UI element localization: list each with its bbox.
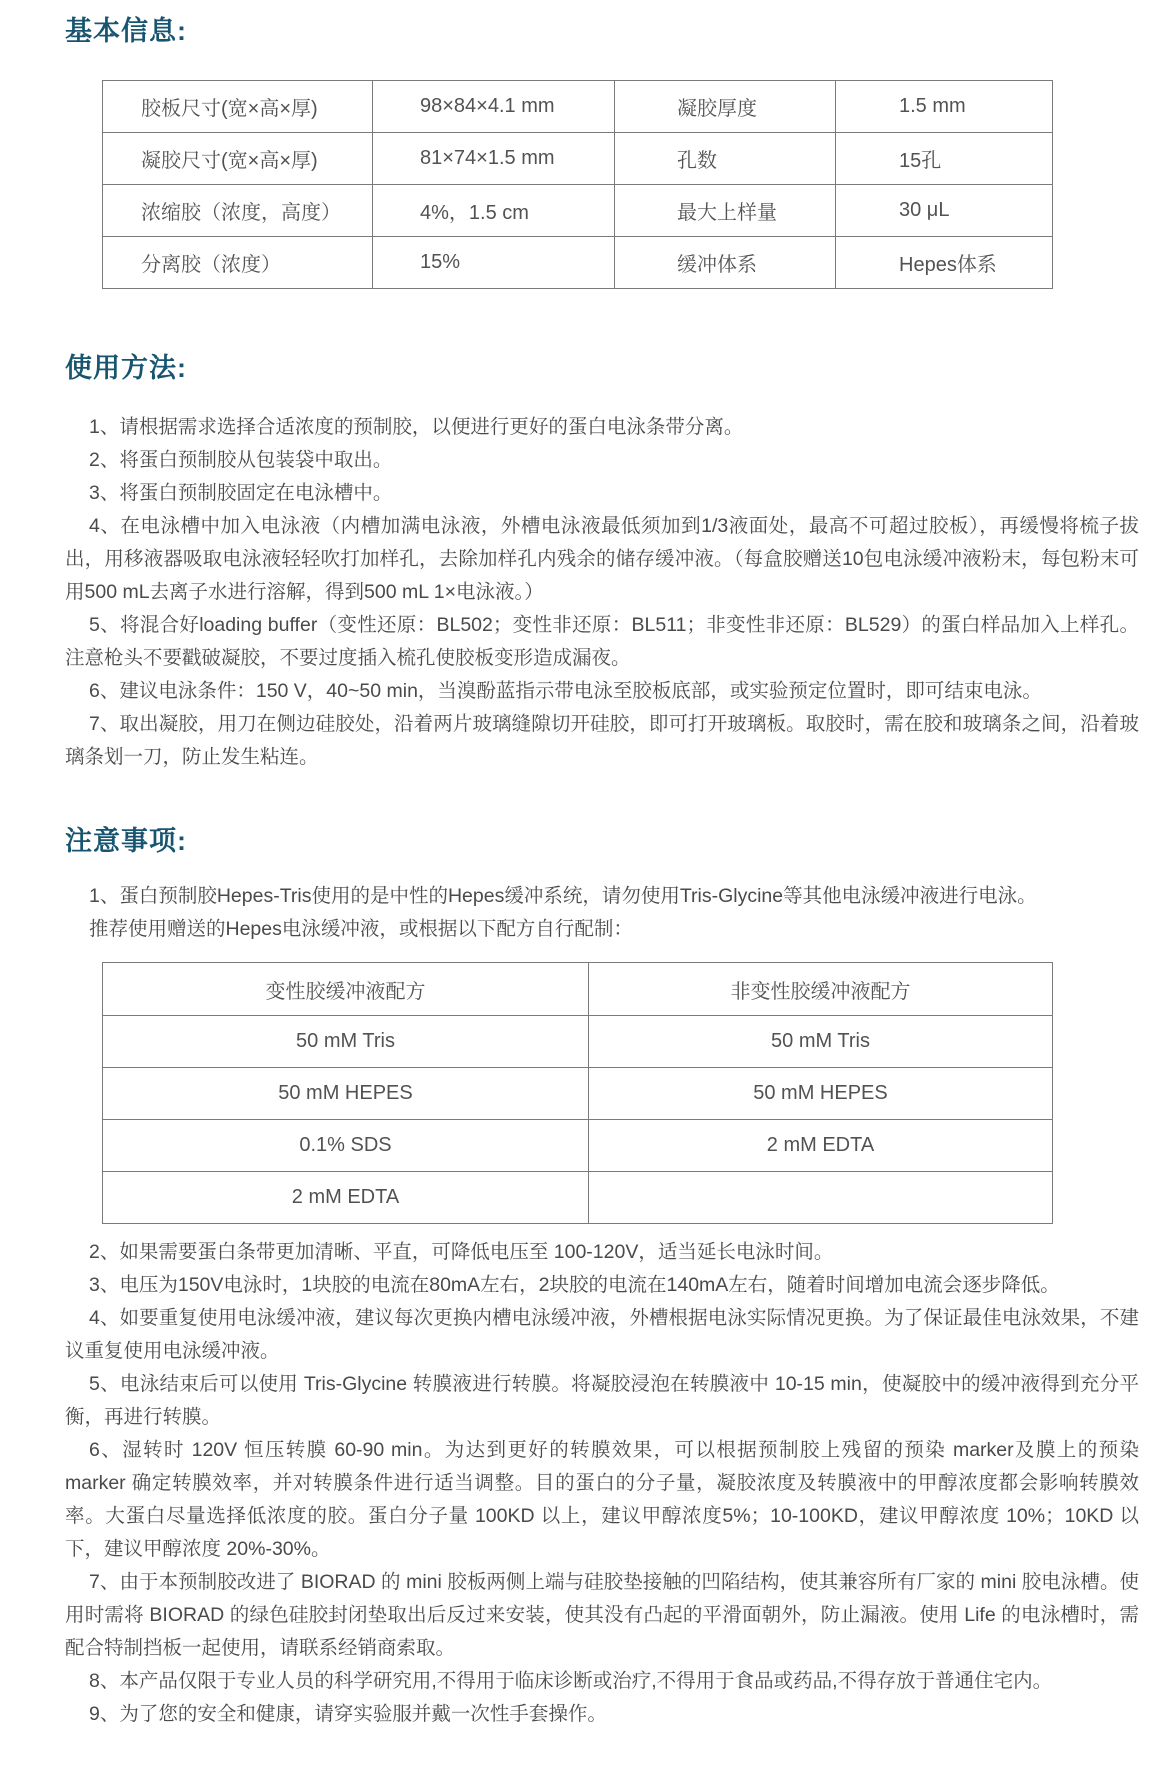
section-heading-usage: 使用方法: xyxy=(65,353,187,383)
table-row xyxy=(103,237,1053,289)
section-heading-basic-info: 基本信息: xyxy=(65,16,187,46)
cell-label: 浓缩胶（浓度，高度） xyxy=(103,185,373,237)
table-row xyxy=(103,1120,1053,1172)
cell-value xyxy=(589,1172,1053,1224)
cell-value: 2 mM EDTA xyxy=(589,1120,1053,1172)
notes-item-7: 7、由于本预制胶改进了 BIORAD 的 mini 胶板两侧上端与硅胶垫接触的凹陷结构，使其兼容所有厂家的 mini 胶电泳槽。使用时需将 BIORAD 的绿色硅胶封闭垫取出后反过来安装，使其没有凸起的平滑面朝外，防止漏液。使用 Life 的电泳槽时，需配合特制挡板一起使用，请联系经销商索取。 xyxy=(65,1571,1139,1659)
cell-value: 50 mM Tris xyxy=(103,1016,589,1068)
cell-label: 缓冲体系 xyxy=(615,237,836,289)
table-row xyxy=(103,1068,1053,1120)
table-row xyxy=(103,81,1053,133)
cell-value: Hepes体系 xyxy=(836,237,1053,289)
cell-label: 孔数 xyxy=(615,133,836,185)
cell-value: 30 μL xyxy=(836,185,1053,237)
cell-value: 50 mM Tris xyxy=(589,1016,1053,1068)
cell-value: 15孔 xyxy=(836,133,1053,185)
table-row xyxy=(103,185,1053,237)
column-header: 非变性胶缓冲液配方 xyxy=(589,963,1053,1016)
cell-value: 98×84×4.1 mm xyxy=(373,81,615,133)
cell-value: 2 mM EDTA xyxy=(103,1172,589,1224)
usage-step-3: 3、将蛋白预制胶固定在电泳槽中。 xyxy=(89,482,393,504)
cell-label: 凝胶尺寸(宽×高×厚) xyxy=(103,133,373,185)
notes-item-9: 9、为了您的安全和健康，请穿实验服并戴一次性手套操作。 xyxy=(89,1703,607,1725)
notes-item-6: 6、湿转时 120V 恒压转膜 60-90 min。为达到更好的转膜效果，可以根据预制胶上残留的预染 marker及膜上的预染 marker 确定转膜效率，并对转膜条件进行适当调整。目的蛋白的分子量，凝胶浓度及转膜液中的甲醇浓度都会影响转膜效率。大蛋白尽量选择低浓度的胶。蛋白分子量 100KD 以上，建议甲醇浓度5%；10-100KD，建议甲醇浓度 10%；10KD 以下，建议甲醇浓度 20%-30%。 xyxy=(65,1439,1139,1560)
cell-label: 分离胶（浓度） xyxy=(103,237,373,289)
cell-value: 4%，1.5 cm xyxy=(373,185,615,237)
cell-label: 凝胶厚度 xyxy=(615,81,836,133)
cell-value: 0.1% SDS xyxy=(103,1120,589,1172)
notes-item-3: 3、电压为150V电泳时，1块胶的电流在80mA左右，2块胶的电流在140mA左右，随着时间增加电流会逐步降低。 xyxy=(89,1274,1060,1296)
cell-value: 50 mM HEPES xyxy=(103,1068,589,1120)
notes-item-5: 5、电泳结束后可以使用 Tris-Glycine 转膜液进行转膜。将凝胶浸泡在转膜液中 10-15 min，使凝胶中的缓冲液得到充分平衡，再进行转膜。 xyxy=(65,1373,1139,1428)
table-header-row xyxy=(103,963,1053,1016)
table-row xyxy=(103,133,1053,185)
cell-value: 50 mM HEPES xyxy=(589,1068,1053,1120)
cell-value: 81×74×1.5 mm xyxy=(373,133,615,185)
usage-step-4: 4、在电泳槽中加入电泳液（内槽加满电泳液，外槽电泳液最低须加到1/3液面处，最高不可超过胶板），再缓慢将梳子拔出，用移液器吸取电泳液轻轻吹打加样孔，去除加样孔内残余的储存缓冲液。（每盒胶赠送10包电泳缓冲液粉末，每包粉末可用500 mL去离子水进行溶解，得到500 mL 1×电泳液。） xyxy=(65,515,1139,603)
table-row xyxy=(103,1172,1053,1224)
usage-step-1: 1、请根据需求选择合适浓度的预制胶，以便进行更好的蛋白电泳条带分离。 xyxy=(89,416,744,438)
cell-label: 胶板尺寸(宽×高×厚) xyxy=(103,81,373,133)
basic-info-table xyxy=(102,80,1053,289)
notes-item-4: 4、如要重复使用电泳缓冲液，建议每次更换内槽电泳缓冲液，外槽根据电泳实际情况更换。为了保证最佳电泳效果，不建议重复使用电泳缓冲液。 xyxy=(65,1307,1139,1362)
cell-label: 最大上样量 xyxy=(615,185,836,237)
usage-step-6: 6、建议电泳条件：150 V，40~50 min，当溴酚蓝指示带电泳至胶板底部，或实验预定位置时，即可结束电泳。 xyxy=(89,680,1042,702)
notes-item-2: 2、如果需要蛋白条带更加清晰、平直，可降低电压至 100-120V，适当延长电泳时间。 xyxy=(89,1241,834,1263)
notes-item-8: 8、本产品仅限于专业人员的科学研究用,不得用于临床诊断或治疗,不得用于食品或药品,不得存放于普通住宅内。 xyxy=(89,1670,1053,1692)
cell-value: 15% xyxy=(373,237,615,289)
notes-item-1: 1、蛋白预制胶Hepes-Tris使用的是中性的Hepes缓冲系统，请勿使用Tris-Glycine等其他电泳缓冲液进行电泳。 xyxy=(89,885,1037,907)
buffer-recipe-table xyxy=(102,962,1053,1224)
section-heading-notes: 注意事项: xyxy=(65,826,187,856)
table-row xyxy=(103,1016,1053,1068)
cell-value: 1.5 mm xyxy=(836,81,1053,133)
usage-step-7: 7、取出凝胶，用刀在侧边硅胶处，沿着两片玻璃缝隙切开硅胶，即可打开玻璃板。取胶时，需在胶和玻璃条之间，沿着玻璃条划一刀，防止发生粘连。 xyxy=(65,713,1139,768)
usage-step-5: 5、将混合好loading buffer（变性还原：BL502；变性非还原：BL511；非变性非还原：BL529）的蛋白样品加入上样孔。注意枪头不要戳破凝胶，不要过度插入梳孔使胶板变形造成漏夜。 xyxy=(65,614,1139,669)
usage-step-2: 2、将蛋白预制胶从包装袋中取出。 xyxy=(89,449,393,471)
notes-item-1-cont: 推荐使用赠送的Hepes电泳缓冲液，或根据以下配方自行配制： xyxy=(89,918,633,940)
column-header: 变性胶缓冲液配方 xyxy=(103,963,589,1016)
